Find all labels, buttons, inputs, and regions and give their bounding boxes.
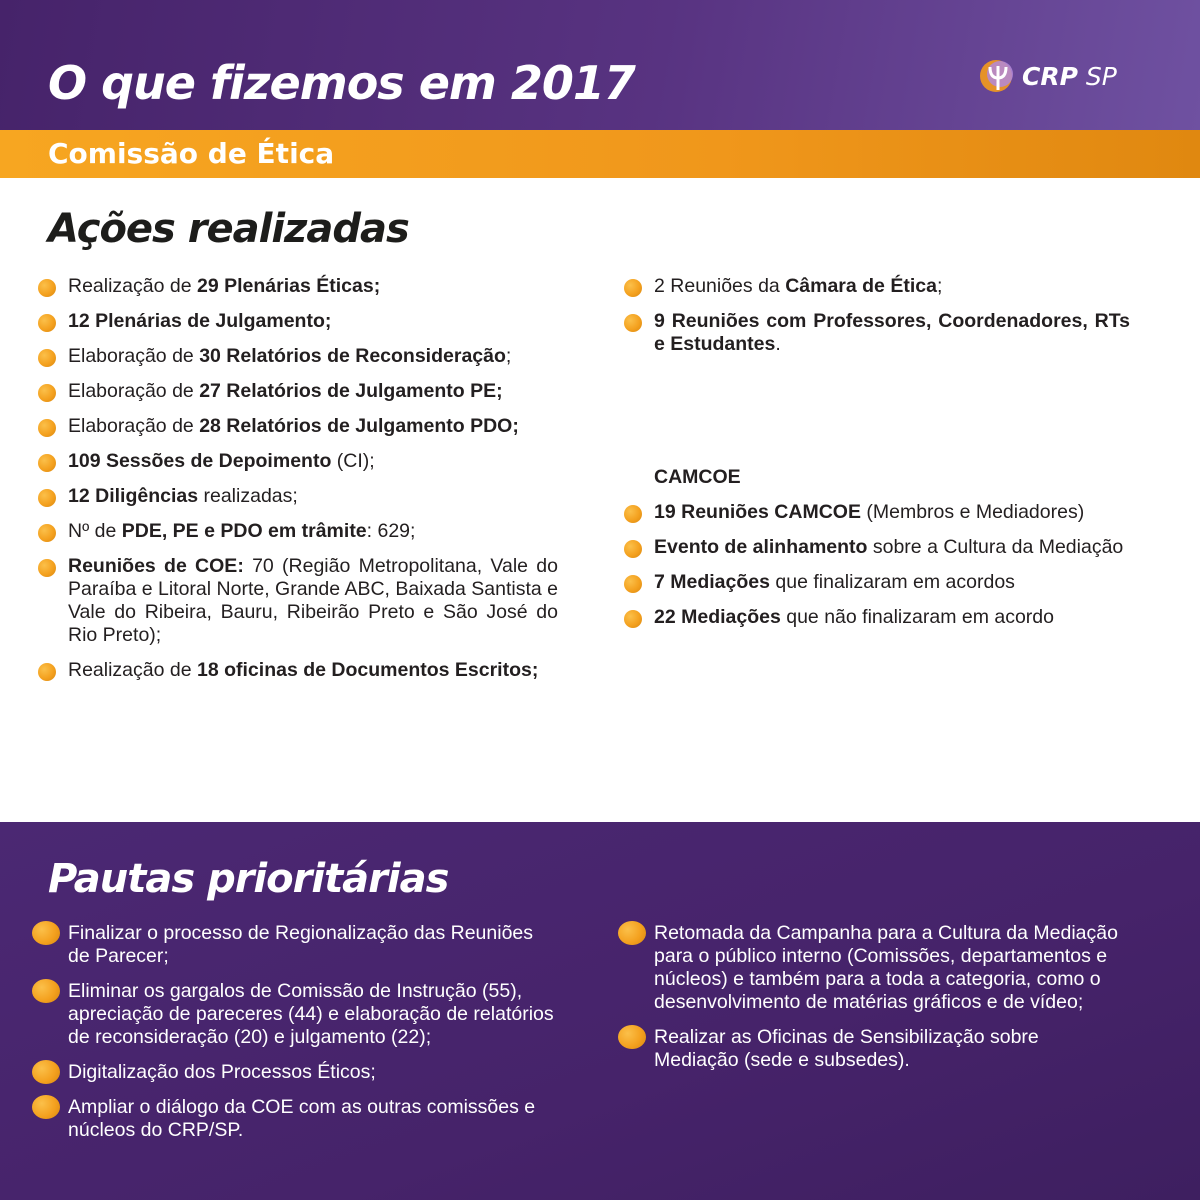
- orange-dot-bullet-icon: [618, 921, 646, 945]
- pautas-heading: Pautas prioritárias: [48, 856, 449, 902]
- list-item: Ampliar o diálogo da COE com as outras comissões e núcleos do CRP/SP.: [38, 1096, 558, 1142]
- orange-dot-bullet-icon: [38, 524, 56, 542]
- orange-dot-bullet-icon: [624, 505, 642, 523]
- camcoe-label: CAMCOE: [654, 466, 741, 488]
- list-item: 19 Reuniões CAMCOE (Membros e Mediadores): [624, 501, 1130, 524]
- orange-dot-bullet-icon: [624, 279, 642, 297]
- orange-dot-bullet-icon: [32, 979, 60, 1003]
- commission-title: Comissão de Ética: [48, 137, 335, 170]
- list-item: Realização de 29 Plenárias Éticas;: [38, 275, 558, 298]
- orange-dot-bullet-icon: [38, 559, 56, 577]
- orange-dot-bullet-icon: [624, 314, 642, 332]
- orange-dot-bullet-icon: [38, 279, 56, 297]
- orange-dot-bullet-icon: [38, 663, 56, 681]
- list-item: 109 Sessões de Depoimento (CI);: [38, 450, 558, 473]
- list-item: 7 Mediações que finalizaram em acordos: [624, 571, 1130, 594]
- list-item: Elaboração de 28 Relatórios de Julgamento PDO;: [38, 415, 558, 438]
- orange-dot-bullet-icon: [38, 419, 56, 437]
- page-title: O que fizemos em 2017: [48, 56, 635, 110]
- list-item: Nº de PDE, PE e PDO em trâmite: 629;: [38, 520, 558, 543]
- orange-dot-bullet-icon: [38, 314, 56, 332]
- orange-dot-bullet-icon: [38, 454, 56, 472]
- acoes-right-list: [624, 275, 1130, 641]
- orange-dot-bullet-icon: [624, 540, 642, 558]
- list-item: 12 Diligências realizadas;: [38, 485, 558, 508]
- page-header: [0, 0, 1200, 130]
- logo-text: CRP SP: [1022, 61, 1117, 91]
- list-item: 12 Plenárias de Julgamento;: [38, 310, 558, 333]
- list-item: 2 Reuniões da Câmara de Ética;: [624, 275, 1130, 298]
- list-item: Digitalização dos Processos Éticos;: [38, 1061, 558, 1084]
- orange-dot-bullet-icon: [38, 349, 56, 367]
- list-item: Evento de alinhamento sobre a Cultura da Mediação: [624, 536, 1130, 559]
- list-item: Elaboração de 27 Relatórios de Julgamento PE;: [38, 380, 558, 403]
- commission-band: [0, 130, 1200, 178]
- pautas-right-list: [624, 922, 1124, 1084]
- list-item: Realização de 18 oficinas de Documentos Escritos;: [38, 659, 558, 682]
- orange-dot-bullet-icon: [618, 1025, 646, 1049]
- acoes-left-list: [38, 275, 558, 694]
- orange-dot-bullet-icon: [38, 489, 56, 507]
- list-item: Eliminar os gargalos de Comissão de Instrução (55), apreciação de pareceres (44) e elaboração de relatórios de reconsideração (20) e julgamento (22);: [38, 980, 558, 1049]
- list-item: 9 Reuniões com Professores, Coordenadores, RTs e Estudantes.: [624, 310, 1130, 356]
- orange-dot-bullet-icon: [32, 1095, 60, 1119]
- crp-sp-logo: [978, 58, 1117, 94]
- pautas-left-list: [38, 922, 558, 1154]
- crp-psi-logo-icon: [978, 58, 1018, 94]
- list-item: Retomada da Campanha para a Cultura da Mediação para o público interno (Comissões, departamentos e núcleos) e também para a toda a categoria, como o desenvolvimento de matérias gráficos e de vídeo;: [624, 922, 1124, 1014]
- acoes-heading: Ações realizadas: [48, 206, 409, 252]
- list-item: Realizar as Oficinas de Sensibilização sobre Mediação (sede e subsedes).: [624, 1026, 1124, 1072]
- list-item: Finalizar o processo de Regionalização das Reuniões de Parecer;: [38, 922, 558, 968]
- list-item: 22 Mediações que não finalizaram em acordo: [624, 606, 1130, 629]
- orange-dot-bullet-icon: [32, 921, 60, 945]
- list-item: Reuniões de COE: 70 (Região Metropolitana, Vale do Paraíba e Litoral Norte, Grande ABC, Baixada Santista e Vale do Ribeira, Bauru, Ribeirão Preto e São José do Rio Preto);: [38, 555, 558, 647]
- orange-dot-bullet-icon: [624, 575, 642, 593]
- list-item: Elaboração de 30 Relatórios de Reconsideração;: [38, 345, 558, 368]
- orange-dot-bullet-icon: [38, 384, 56, 402]
- orange-dot-bullet-icon: [32, 1060, 60, 1084]
- orange-dot-bullet-icon: [624, 610, 642, 628]
